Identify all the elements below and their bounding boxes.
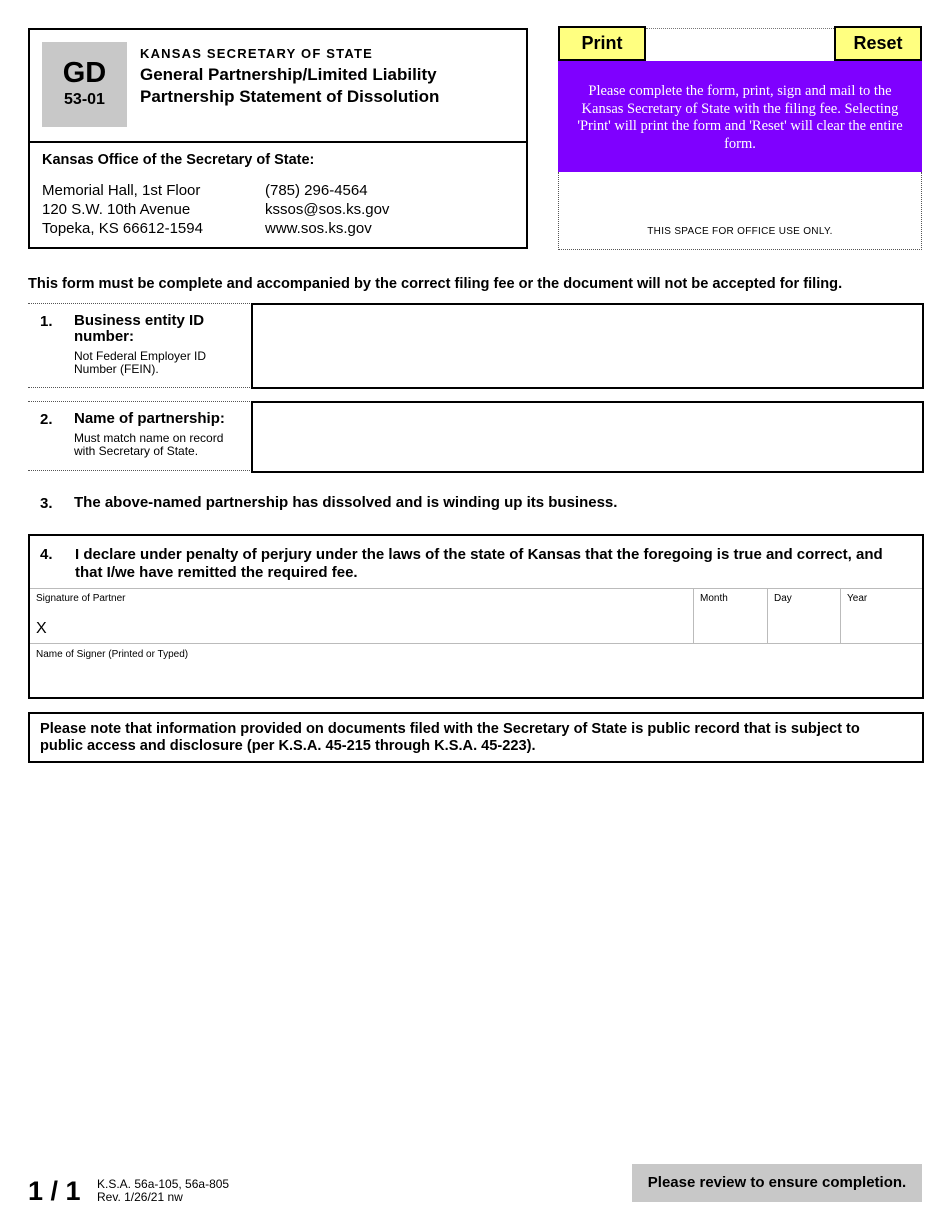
filing-requirement-text: This form must be complete and accompanied by the correct filing fee or the document will not be accepted for filing. [28, 276, 843, 292]
button-gap-border [646, 28, 834, 29]
signer-name-label: Name of Signer (Printed or Typed) [36, 649, 189, 660]
address-line: 120 S.W. 10th Avenue [42, 201, 191, 218]
page-number: 1 / 1 [28, 1176, 81, 1206]
review-reminder: Please review to ensure completion. [632, 1164, 922, 1202]
office-email: kssos@sos.ks.gov [265, 201, 390, 218]
reset-button[interactable]: Reset [834, 26, 922, 61]
item-label-line: Business entity ID [74, 312, 205, 329]
partnership-name-input[interactable] [251, 401, 924, 473]
signature-mark: X [36, 620, 47, 637]
office-website: www.sos.ks.gov [265, 220, 372, 237]
office-phone: (785) 296-4564 [265, 182, 368, 199]
dissolution-statement: The above-named partnership has dissolved and is winding up its business. [74, 494, 618, 511]
address-line: Memorial Hall, 1st Floor [42, 182, 201, 199]
public-notice-line: public access and disclosure (per K.S.A. 45-215 through K.S.A. 45-223). [40, 737, 536, 754]
item-number: 1. [40, 313, 53, 330]
year-label: Year [847, 593, 868, 604]
item-divider [28, 387, 250, 388]
declaration-text [75, 546, 883, 582]
month-field[interactable] [694, 589, 766, 643]
item-help-line: Must match name on record [74, 431, 224, 445]
item-help [74, 350, 206, 376]
year-field[interactable] [841, 589, 923, 643]
form-title-line1: General Partnership/Limited Liability [140, 65, 437, 84]
signature-field[interactable] [30, 589, 693, 643]
item-number: 4. [40, 546, 53, 563]
print-button[interactable]: Print [558, 26, 646, 61]
office-heading: Kansas Office of the Secretary of State: [42, 152, 315, 168]
address-line: Topeka, KS 66612-1594 [42, 220, 203, 237]
item-help-line: Number (FEIN). [74, 362, 159, 376]
item-help [74, 432, 223, 458]
day-field[interactable] [768, 589, 840, 643]
declaration-line: that I/we have remitted the required fee. [75, 564, 358, 581]
instructions-notice: Please complete the form, print, sign and mail to the Kansas Secretary of State with the filing fee. Selecting 'Print' will print the form and 'Reset' will clear the entire form. [558, 61, 922, 172]
item-number: 2. [40, 411, 53, 428]
item-number: 3. [40, 495, 53, 512]
form-number: 53-01 [64, 91, 105, 108]
item-help-line: with Secretary of State. [74, 444, 199, 458]
item-label [74, 313, 204, 345]
statute-reference: K.S.A. 56a-105, 56a-805 [97, 1177, 230, 1191]
item-divider [28, 303, 250, 304]
office-contact [265, 181, 389, 238]
public-record-notice [28, 712, 924, 763]
form-header [28, 28, 528, 249]
item-help-line: Not Federal Employer ID [74, 349, 207, 363]
revision-note: Rev. 1/26/21 nw [97, 1189, 183, 1204]
item-label: Name of partnership: [74, 410, 225, 427]
business-entity-id-input[interactable] [251, 303, 924, 389]
header-divider [30, 141, 526, 143]
form-title-line2: Partnership Statement of Dissolution [140, 87, 440, 106]
item-divider [28, 470, 250, 471]
form-code: GD [62, 57, 107, 89]
item-divider [28, 401, 250, 402]
office-use-label: THIS SPACE FOR OFFICE USE ONLY. [647, 226, 833, 237]
form-code-badge [42, 42, 127, 127]
day-label: Day [774, 593, 792, 604]
month-label: Month [700, 593, 728, 604]
office-address [42, 181, 203, 238]
item-label-line: number: [74, 328, 134, 345]
footer-reference [97, 1178, 229, 1203]
declaration-line: I declare under penalty of perjury under the laws of the state of Kansas that the foregoing is true and correct, and [75, 546, 883, 563]
declaration-section [28, 534, 924, 699]
public-notice-line: Please note that information provided on documents filed with the Secretary of State is public record that is subject to [40, 721, 860, 737]
signature-label: Signature of Partner [36, 593, 126, 604]
agency-name: KANSAS SECRETARY OF STATE [140, 46, 373, 61]
signer-name-field[interactable] [30, 644, 923, 697]
office-use-area [558, 172, 922, 250]
